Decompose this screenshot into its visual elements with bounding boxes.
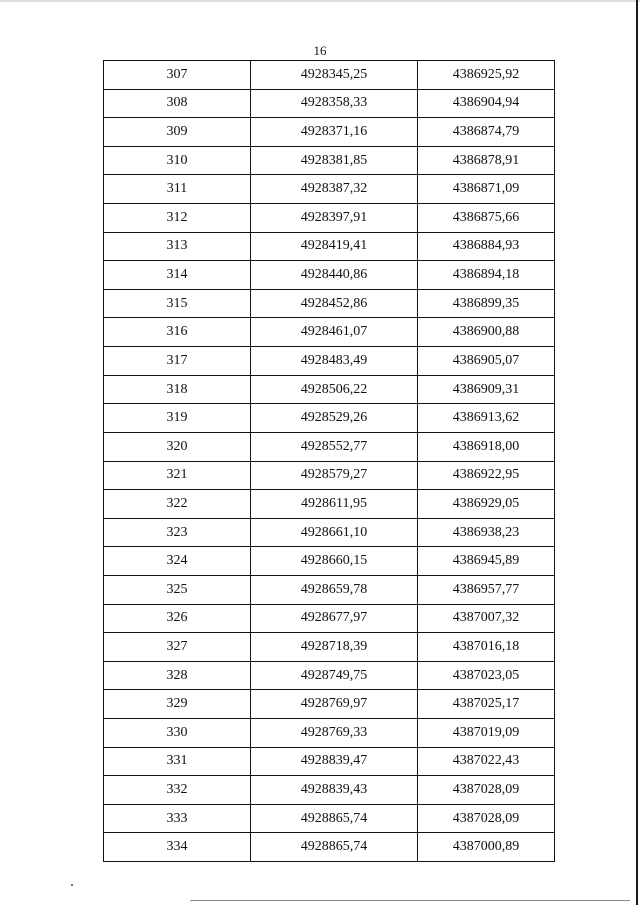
table-row [104, 375, 555, 404]
y-coordinate-cell: 4386925,92 [418, 61, 555, 90]
coordinates-table-body [104, 61, 555, 862]
point-number-cell: 326 [104, 604, 251, 633]
y-coordinate-cell: 4387028,09 [418, 804, 555, 833]
x-coordinate-cell: 4928529,26 [251, 404, 418, 433]
x-coordinate-cell: 4928345,25 [251, 61, 418, 90]
x-coordinate-cell: 4928579,27 [251, 461, 418, 490]
y-coordinate-cell: 4386894,18 [418, 261, 555, 290]
y-coordinate-cell: 4386922,95 [418, 461, 555, 490]
y-coordinate-cell: 4386900,88 [418, 318, 555, 347]
x-coordinate-cell: 4928397,91 [251, 204, 418, 233]
y-coordinate-cell: 4387007,32 [418, 604, 555, 633]
table-row [104, 747, 555, 776]
point-number-cell: 313 [104, 232, 251, 261]
x-coordinate-cell: 4928452,86 [251, 289, 418, 318]
table-row [104, 490, 555, 519]
x-coordinate-cell: 4928506,22 [251, 375, 418, 404]
table-row [104, 776, 555, 805]
point-number-cell: 316 [104, 318, 251, 347]
y-coordinate-cell: 4386899,35 [418, 289, 555, 318]
table-row [104, 232, 555, 261]
y-coordinate-cell: 4386875,66 [418, 204, 555, 233]
y-coordinate-cell: 4386904,94 [418, 89, 555, 118]
x-coordinate-cell: 4928661,10 [251, 518, 418, 547]
point-number-cell: 319 [104, 404, 251, 433]
table-row [104, 432, 555, 461]
x-coordinate-cell: 4928749,75 [251, 661, 418, 690]
y-coordinate-cell: 4387022,43 [418, 747, 555, 776]
table-row [104, 318, 555, 347]
point-number-cell: 327 [104, 633, 251, 662]
table-row [104, 575, 555, 604]
y-coordinate-cell: 4386874,79 [418, 118, 555, 147]
y-coordinate-cell: 4386905,07 [418, 347, 555, 376]
y-coordinate-cell: 4387025,17 [418, 690, 555, 719]
scan-edge-right [636, 0, 638, 905]
point-number-cell: 325 [104, 575, 251, 604]
table-row [104, 204, 555, 233]
point-number-cell: 321 [104, 461, 251, 490]
y-coordinate-cell: 4386909,31 [418, 375, 555, 404]
point-number-cell: 333 [104, 804, 251, 833]
table-row [104, 89, 555, 118]
table-row [104, 175, 555, 204]
x-coordinate-cell: 4928769,33 [251, 719, 418, 748]
y-coordinate-cell: 4387019,09 [418, 719, 555, 748]
x-coordinate-cell: 4928387,32 [251, 175, 418, 204]
scan-bottom-line [190, 900, 630, 901]
table-row [104, 690, 555, 719]
point-number-cell: 322 [104, 490, 251, 519]
x-coordinate-cell: 4928381,85 [251, 146, 418, 175]
y-coordinate-cell: 4386957,77 [418, 575, 555, 604]
point-number-cell: 311 [104, 175, 251, 204]
scan-speck [71, 884, 73, 886]
table-row [104, 661, 555, 690]
y-coordinate-cell: 4386913,62 [418, 404, 555, 433]
y-coordinate-cell: 4386929,05 [418, 490, 555, 519]
point-number-cell: 320 [104, 432, 251, 461]
point-number-cell: 329 [104, 690, 251, 719]
point-number-cell: 315 [104, 289, 251, 318]
table-row [104, 719, 555, 748]
table-row [104, 547, 555, 576]
x-coordinate-cell: 4928419,41 [251, 232, 418, 261]
point-number-cell: 324 [104, 547, 251, 576]
y-coordinate-cell: 4386918,00 [418, 432, 555, 461]
table-row [104, 261, 555, 290]
table-row [104, 604, 555, 633]
coordinates-table [103, 60, 555, 862]
point-number-cell: 323 [104, 518, 251, 547]
point-number-cell: 330 [104, 719, 251, 748]
point-number-cell: 334 [104, 833, 251, 862]
point-number-cell: 331 [104, 747, 251, 776]
table-row [104, 347, 555, 376]
table-row [104, 518, 555, 547]
y-coordinate-cell: 4387000,89 [418, 833, 555, 862]
x-coordinate-cell: 4928839,43 [251, 776, 418, 805]
point-number-cell: 328 [104, 661, 251, 690]
x-coordinate-cell: 4928440,86 [251, 261, 418, 290]
table-row [104, 804, 555, 833]
x-coordinate-cell: 4928769,97 [251, 690, 418, 719]
y-coordinate-cell: 4387028,09 [418, 776, 555, 805]
table-row [104, 289, 555, 318]
table-row [104, 118, 555, 147]
x-coordinate-cell: 4928552,77 [251, 432, 418, 461]
table-row [104, 146, 555, 175]
table-row [104, 404, 555, 433]
point-number-cell: 310 [104, 146, 251, 175]
point-number-cell: 317 [104, 347, 251, 376]
point-number-cell: 318 [104, 375, 251, 404]
table-row [104, 461, 555, 490]
point-number-cell: 309 [104, 118, 251, 147]
page-number: 16 [313, 43, 327, 58]
x-coordinate-cell: 4928358,33 [251, 89, 418, 118]
x-coordinate-cell: 4928677,97 [251, 604, 418, 633]
scan-edge-top [0, 0, 640, 2]
table-row [104, 833, 555, 862]
y-coordinate-cell: 4386945,89 [418, 547, 555, 576]
table-row [104, 61, 555, 90]
point-number-cell: 332 [104, 776, 251, 805]
y-coordinate-cell: 4387023,05 [418, 661, 555, 690]
x-coordinate-cell: 4928865,74 [251, 833, 418, 862]
point-number-cell: 307 [104, 61, 251, 90]
x-coordinate-cell: 4928461,07 [251, 318, 418, 347]
y-coordinate-cell: 4386884,93 [418, 232, 555, 261]
y-coordinate-cell: 4387016,18 [418, 633, 555, 662]
y-coordinate-cell: 4386938,23 [418, 518, 555, 547]
x-coordinate-cell: 4928839,47 [251, 747, 418, 776]
x-coordinate-cell: 4928371,16 [251, 118, 418, 147]
y-coordinate-cell: 4386871,09 [418, 175, 555, 204]
x-coordinate-cell: 4928718,39 [251, 633, 418, 662]
x-coordinate-cell: 4928865,74 [251, 804, 418, 833]
x-coordinate-cell: 4928483,49 [251, 347, 418, 376]
x-coordinate-cell: 4928660,15 [251, 547, 418, 576]
point-number-cell: 314 [104, 261, 251, 290]
table-row [104, 633, 555, 662]
point-number-cell: 308 [104, 89, 251, 118]
x-coordinate-cell: 4928611,95 [251, 490, 418, 519]
point-number-cell: 312 [104, 204, 251, 233]
x-coordinate-cell: 4928659,78 [251, 575, 418, 604]
y-coordinate-cell: 4386878,91 [418, 146, 555, 175]
